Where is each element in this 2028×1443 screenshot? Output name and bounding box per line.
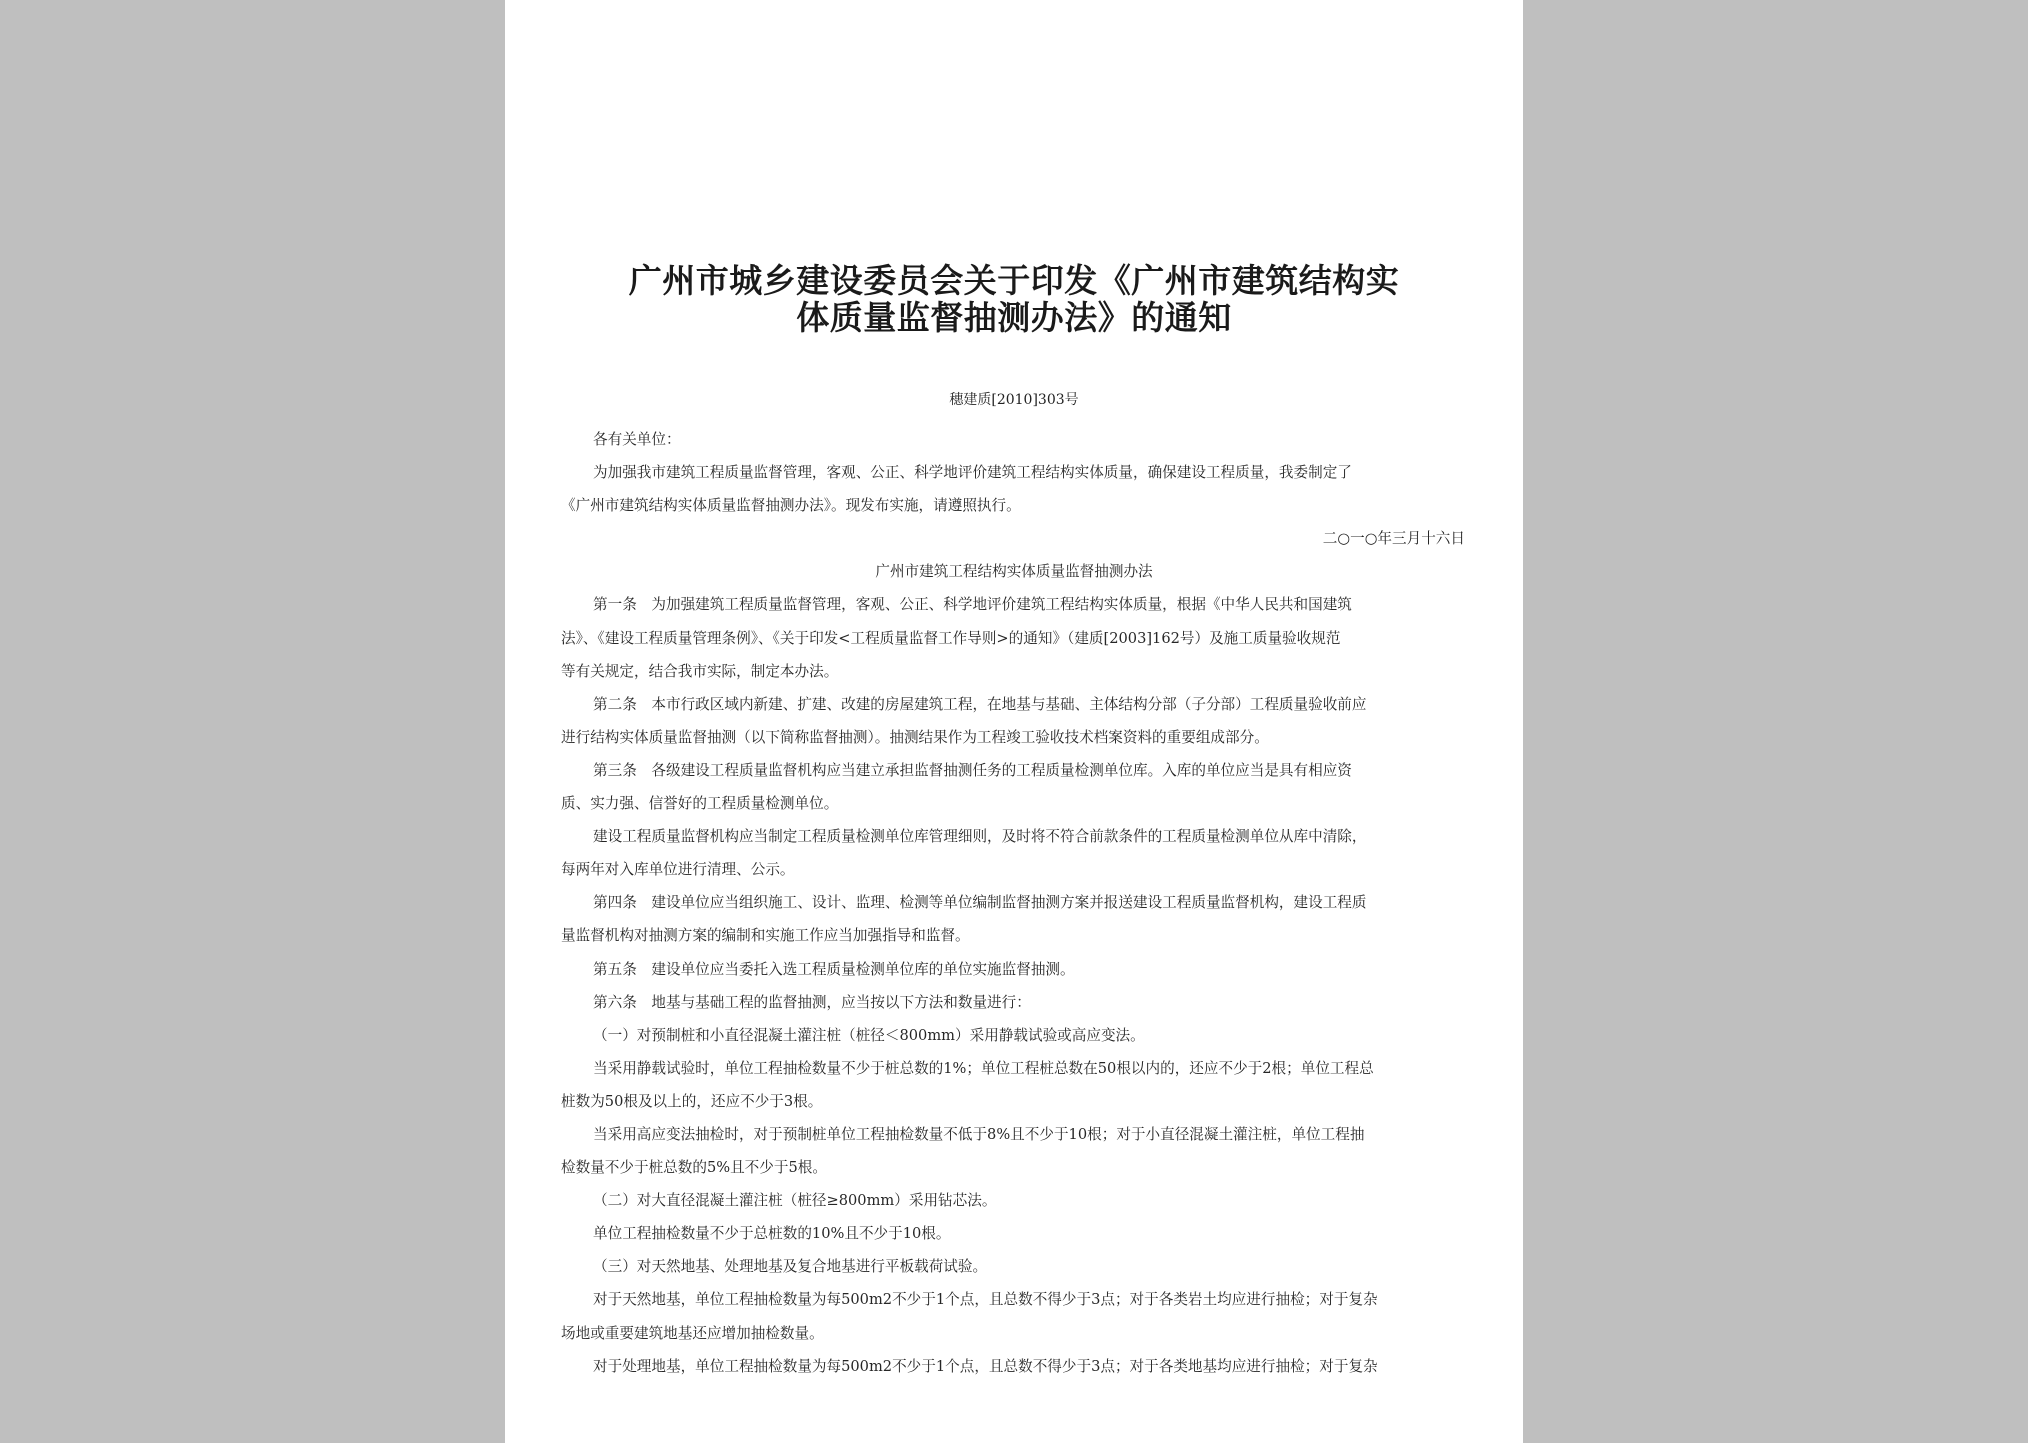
document-number: 穗建质[2010]303号	[949, 392, 1079, 408]
paragraph-line: 单位工程抽检数量不少于总桩数的10%且不少于10根。	[593, 1225, 951, 1243]
paragraph-line: （三）对天然地基、处理地基及复合地基进行平板载荷试验。	[593, 1258, 988, 1276]
paragraph-line: 第三条 各级建设工程质量监督机构应当建立承担监督抽测任务的工程质量检测单位库。入库的单位应当是具有相应资	[593, 761, 1352, 779]
paragraph-line: 量监督机构对抽测方案的编制和实施工作应当加强指导和监督。	[561, 927, 970, 945]
salutation: 各有关单位：	[593, 431, 681, 448]
paragraph-line: 第四条 建设单位应当组织施工、设计、监理、检测等单位编制监督抽测方案并报送建设工程质量监督机构，建设工程质	[593, 894, 1367, 912]
title-line: 体质量监督抽测办法》的通知	[796, 298, 1232, 337]
paragraph-line: 桩数为50根及以上的，还应不少于3根。	[561, 1092, 823, 1110]
paragraph-line: （一）对预制桩和小直径混凝土灌注桩（桩径＜800mm）采用静载试验或高应变法。	[593, 1026, 1145, 1044]
paragraph-line: 当采用静载试验时，单位工程抽检数量不少于桩总数的1%；单位工程桩总数在50根以内的，还应不少于2根；单位工程总	[593, 1059, 1374, 1077]
paragraph-line: 检数量不少于桩总数的5%且不少于5根。	[561, 1159, 827, 1177]
paragraph-line: 每两年对入库单位进行清理、公示。	[561, 861, 795, 879]
paragraph-line: 法》、《建设工程质量管理条例》、《关于印发<工程质量监督工作导则>的通知》（建质[2003]162号）及施工质量验收规范	[561, 629, 1341, 647]
document-body	[561, 423, 1467, 1383]
paragraph-line: 建设工程质量监督机构应当制定工程质量检测单位库管理细则，及时将不符合前款条件的工程质量检测单位从库中清除，	[593, 828, 1367, 846]
issue-date: 二○一○年三月十六日	[1322, 530, 1465, 548]
paragraph-line: 第二条 本市行政区域内新建、扩建、改建的房屋建筑工程，在地基与基础、主体结构分部（子分部）工程质量验收前应	[593, 695, 1367, 713]
paragraph-line: 《广州市建筑结构实体质量监督抽测办法》。现发布实施，请遵照执行。	[561, 497, 1021, 515]
paragraph-line: 质、实力强、信誉好的工程质量检测单位。	[561, 795, 839, 813]
paragraph-line: 对于天然地基，单位工程抽检数量为每500m2不少于1个点，且总数不得少于3点；对于各类岩土均应进行抽检；对于复杂	[593, 1291, 1378, 1309]
document-title	[565, 262, 1463, 336]
paragraph-line: 对于处理地基，单位工程抽检数量为每500m2不少于1个点，且总数不得少于3点；对于各类地基均应进行抽检；对于复杂	[593, 1357, 1378, 1375]
document-page	[505, 0, 1523, 1443]
paragraph-line: 等有关规定，结合我市实际，制定本办法。	[561, 662, 839, 680]
paragraph-line: 第一条 为加强建筑工程质量监督管理，客观、公正、科学地评价建筑工程结构实体质量，根据《中华人民共和国建筑	[593, 596, 1352, 614]
paragraph-line: 第五条 建设单位应当委托入选工程质量检测单位库的单位实施监督抽测。	[593, 960, 1075, 978]
title-line: 广州市城乡建设委员会关于印发《广州市建筑结构实	[628, 261, 1400, 300]
paragraph-line: 第六条 地基与基础工程的监督抽测，应当按以下方法和数量进行：	[593, 993, 1031, 1011]
section-heading: 广州市建筑工程结构实体质量监督抽测办法	[875, 563, 1153, 581]
paragraph-line: （二）对大直径混凝土灌注桩（桩径≥800mm）采用钻芯法。	[593, 1192, 997, 1210]
paragraph-line: 当采用高应变法抽检时，对于预制桩单位工程抽检数量不低于8%且不少于10根；对于小直径混凝土灌注桩，单位工程抽	[593, 1125, 1365, 1143]
paragraph-line: 场地或重要建筑地基还应增加抽检数量。	[561, 1324, 824, 1342]
paragraph-line: 进行结构实体质量监督抽测（以下简称监督抽测）。抽测结果作为工程竣工验收技术档案资料的重要组成部分。	[561, 728, 1269, 746]
paragraph-line: 为加强我市建筑工程质量监督管理，客观、公正、科学地评价建筑工程结构实体质量，确保建设工程质量，我委制定了	[593, 464, 1352, 482]
